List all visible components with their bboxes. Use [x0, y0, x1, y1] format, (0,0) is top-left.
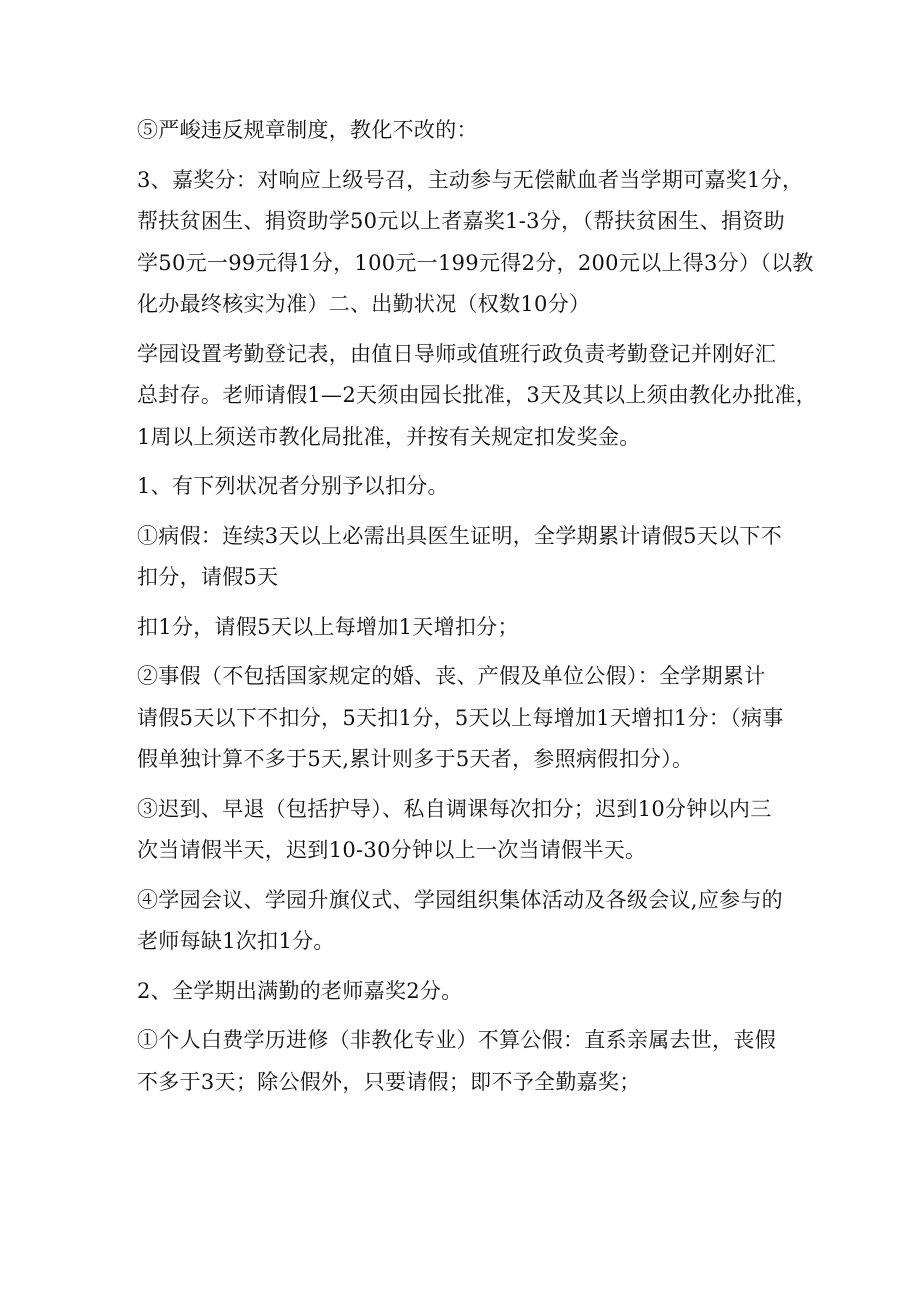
text-line: 3、嘉奖分：对响应上级号召，主动参与无偿献血者当学期可嘉奖1分， — [137, 167, 804, 192]
text-line: 总封存。老师请假1—2天须由园长批准，3天及其以上须由教化办批准， — [137, 383, 817, 407]
text-line: ④学园会议、学园升旗仪式、学园组织集体活动及各级会议,应参与的 — [137, 887, 783, 912]
paragraph-full-attendance — [137, 971, 797, 1013]
text-line: ①个人白费学历进修（非教化专业）不算公假：直系亲属去世，丧假 — [137, 1028, 776, 1052]
paragraph-sick-leave-cont — [137, 607, 797, 649]
text-line: 不多于3天；除公假外，只要请假；即不予全勤嘉奖； — [137, 1069, 641, 1094]
text-line: ③迟到、早退（包括护导）、私自调课每次扣分；迟到10分钟以内三 — [137, 796, 772, 821]
text-line: 请假5天以下不扣分，5天扣1分，5天以上每增加1天增扣1分：（病事 — [137, 705, 784, 730]
text-line: 学50元一99元得1分，100元一199元得2分，200元以上得3分）（以教 — [137, 250, 814, 275]
text-line: ②事假（不包括国家规定的婚、丧、产假及单位公假）：全学期累计 — [137, 664, 766, 688]
text-line: 1周以上须送市教化局批准，并按有关规定扣发奖金。 — [137, 424, 641, 449]
paragraph-personal-leave — [137, 656, 797, 781]
text-line: 次当请假半天，迟到10-30分钟以上一次当请假半天。 — [137, 838, 647, 862]
paragraph-reward-points — [137, 160, 814, 326]
paragraph-deductions-heading — [137, 466, 797, 508]
paragraph-lateness — [137, 789, 797, 872]
paragraph-sick-leave — [137, 516, 797, 599]
text-line: 假单独计算不多于5天,累计则多于5天者，参照病假扣分）。 — [137, 747, 694, 771]
text-line: 2、全学期出满勤的老师嘉奖2分。 — [137, 978, 463, 1003]
paragraph-meetings — [137, 880, 797, 963]
text-line: 扣1分，请假5天以上每增加1天增扣分； — [137, 614, 519, 639]
paragraph-self-study — [137, 1020, 797, 1103]
document-page — [137, 110, 817, 1111]
text-line: 扣分，请假5天 — [137, 565, 279, 589]
paragraph-attendance-register — [137, 334, 817, 459]
text-line: 学园设置考勤登记表，由值日导师或值班行政负责考勤登记并刚好汇 — [137, 341, 776, 366]
text-line: 化办最终核实为准）二、出勤状况（权数10分） — [137, 292, 591, 316]
text-line: 老师每缺1次扣1分。 — [137, 929, 335, 953]
text-line: 1、有下列状况者分别予以扣分。 — [137, 474, 449, 498]
text-line: ①病假：连续3天以上必需出具医生证明，全学期累计请假5天以下不 — [137, 523, 783, 548]
text-line: 帮扶贫困生、捐资助学50元以上者嘉奖1-3分，（帮扶贫困生、捐资助 — [137, 209, 785, 233]
paragraph-clause-5 — [137, 110, 797, 152]
text-line: ⑤严峻违反规章制度，教化不改的： — [137, 118, 478, 142]
